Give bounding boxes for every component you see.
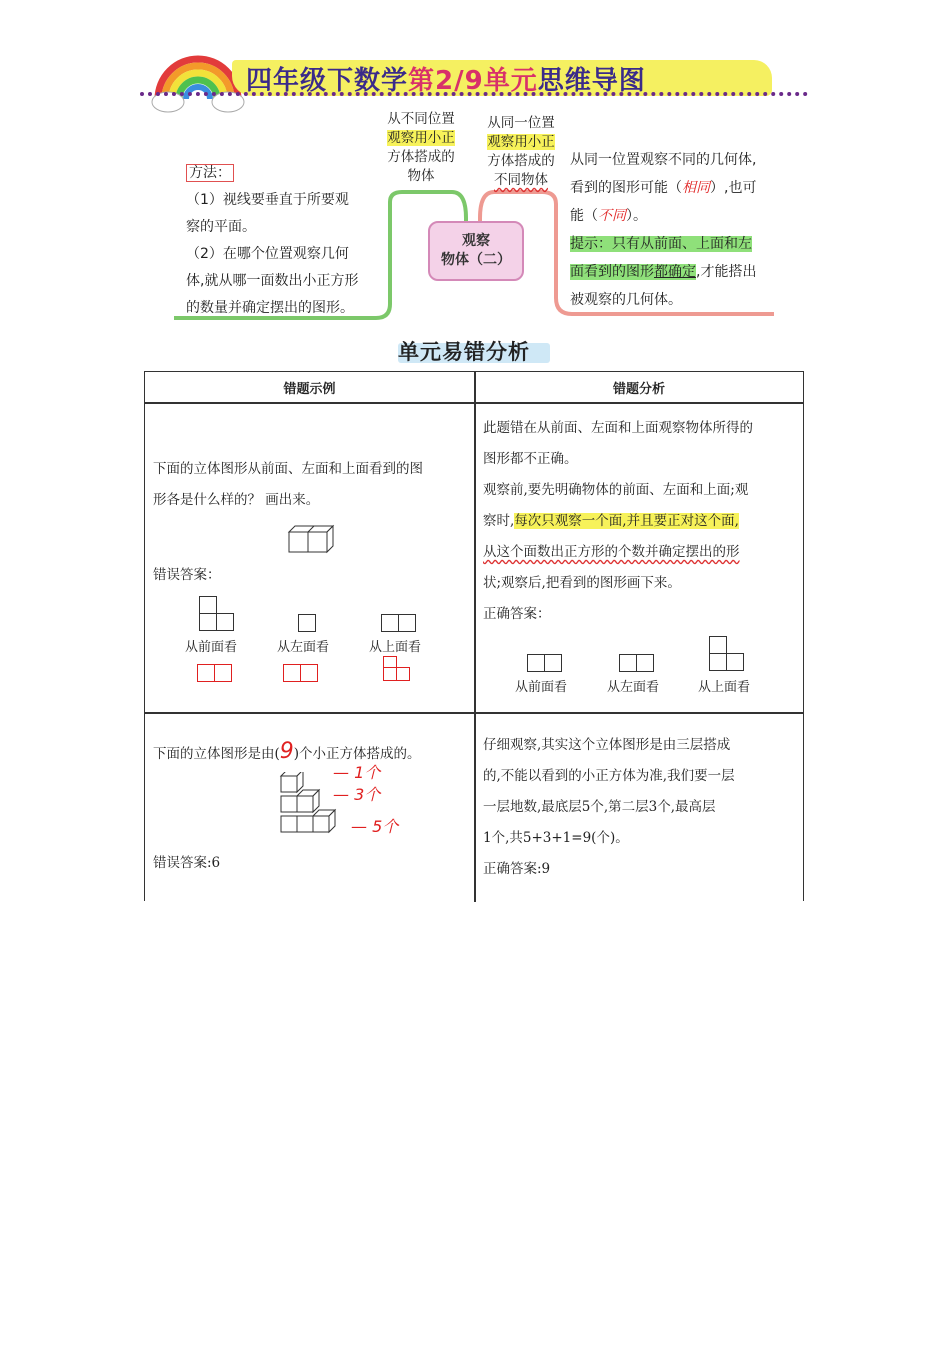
row1-question-line2: 形各是什么样的？ 画出来。 [153,492,320,508]
handwritten-middle-layer: — 3个 [333,785,381,804]
note-line3-b: ）。 [626,208,647,224]
col-header-analysis: 错题分析 [612,382,665,397]
square [199,613,217,631]
hint-line2 [570,258,806,286]
center-node-line2: 物体（二） [441,252,511,268]
row1-analysis-line4-a: 察时, [483,513,515,529]
correct-label-front: 从前面看 [515,680,568,695]
handwritten-nine: 9 [279,739,294,764]
handwritten-bottom-layer: — 5个 [351,817,399,836]
branch-different-positions [378,110,464,186]
square [298,614,316,632]
row2-question-b: )个小正方体搭成的。 [293,746,421,762]
row1-analysis-line2: 图形都不正确。 [483,451,578,467]
branch-left-line1: 从不同位置 [387,111,455,127]
wrong-label-front: 从前面看 [185,640,238,655]
row1-analysis-line3: 观察前,要先明确物体的前面、左面和上面;观 [483,482,749,498]
square [216,613,234,631]
title-unit: 第2/9单元 [408,66,538,96]
branch-left-line4: 物体 [407,168,435,184]
hint-line3: 被观察的几何体。 [570,292,682,308]
branch-right-line4: 不同物体 [494,172,548,188]
row1-analysis-line4 [483,506,799,537]
hint-line1: 提示：只有从前面、上面和左 [570,236,752,252]
title-grade: 四年级下数学 [246,66,409,96]
branch-left-line2: 观察用小正 [387,130,455,146]
center-node [428,221,524,281]
method-1-line2: 察的平面。 [186,219,256,235]
row1-wrong-label: 错误答案： [153,567,221,583]
title-dotted-divider [140,92,808,96]
red-square [283,664,301,682]
handwritten-same: 相同 [682,180,710,196]
row2-analysis-line4: 1个,共5+3+1=9(个)。 [483,830,629,846]
method-1-line1: （1）视线要垂直于所要观 [186,192,349,208]
handwritten-top-layer: — 1个 [333,763,381,782]
row2-analysis-line1: 仔细观察,其实这个立体图形是由三层搭成 [483,737,731,753]
note-line2 [570,174,806,202]
title-tail: 思维导图 [537,66,646,96]
square [381,614,399,632]
method-label: 方法： [186,164,234,182]
row2-question [153,736,473,770]
branch-right-line1: 从同一位置 [487,115,555,131]
method-2-line2: 体,就从哪一面数出小正方形 [186,273,359,289]
row2-analysis [483,730,799,885]
hint-line2-c: ,才能搭出 [696,264,757,280]
square [544,654,562,672]
wrong-label-left: 从左面看 [277,640,330,655]
column-divider [474,372,476,902]
square [199,596,217,614]
hint-line2-b: 都确定 [654,264,696,280]
col-header-examples: 错题示例 [283,382,336,397]
row2-analysis-line3: 一层地数,最底层5个,第二层3个,最高层 [483,799,716,815]
row1-question [153,454,471,516]
square [709,653,727,671]
note-line2-a: 看到的图形可能（ [570,180,682,196]
method-block [186,160,386,322]
method-2-line1: （2）在哪个位置观察几何 [186,246,349,262]
handwritten-different: 不同 [598,208,626,224]
header-divider [145,402,803,404]
row1-analysis-line1: 此题错在从前面、左面和上面观察物体所得的 [483,420,753,436]
correct-label-top: 从上面看 [698,680,751,695]
wrong-label-top: 从上面看 [369,640,422,655]
branch-right-line3: 方体搭成的 [487,153,555,169]
row1-analysis [483,413,799,630]
branch-left-line3: 方体搭成的 [387,149,455,165]
branch-same-position [478,114,564,190]
square [726,653,744,671]
cube-figure-1 [285,522,337,554]
method-2-line3: 的数量并确定摆出的图形。 [186,300,354,316]
red-square [300,664,318,682]
square [527,654,545,672]
red-square [214,664,232,682]
same-position-notes [570,146,806,314]
row1-analysis-line5: 从这个面数出正方形的个数并确定摆出的形 [483,544,740,560]
row1-analysis-line6: 状;观察后,把看到的图形画下来。 [483,575,681,591]
row1-analysis-line4-b: 每次只观察一个面,并且要正对这个面, [514,513,739,529]
row1-correct-label: 正确答案： [483,606,551,622]
row2-correct-answer: 正确答案:9 [483,861,551,877]
row2-wrong-answer: 错误答案:6 [153,855,221,871]
red-square [383,667,397,681]
row2-question-a: 下面的立体图形是由( [153,746,280,762]
square [619,654,637,672]
row1-question-line1: 下面的立体图形从前面、左面和上面看到的图 [153,461,423,477]
hint-line2-a: 面看到的图形 [570,264,654,280]
note-line2-b: ）,也可 [710,180,757,196]
section-title: 单元易错分析 [398,340,530,364]
note-line3 [570,202,806,230]
note-line1: 从同一位置观察不同的几何体, [570,152,757,168]
red-square [197,664,215,682]
row-divider [145,712,803,714]
branch-right-line2: 观察用小正 [487,134,555,150]
row2-analysis-line2: 的,不能以看到的小正方体为准,我们要一层 [483,768,735,784]
correct-label-left: 从左面看 [607,680,660,695]
square [709,636,727,654]
center-node-line1: 观察 [462,233,490,249]
note-line3-a: 能（ [570,208,598,224]
square [636,654,654,672]
square [398,614,416,632]
red-square [396,667,410,681]
error-analysis-table [144,371,804,901]
